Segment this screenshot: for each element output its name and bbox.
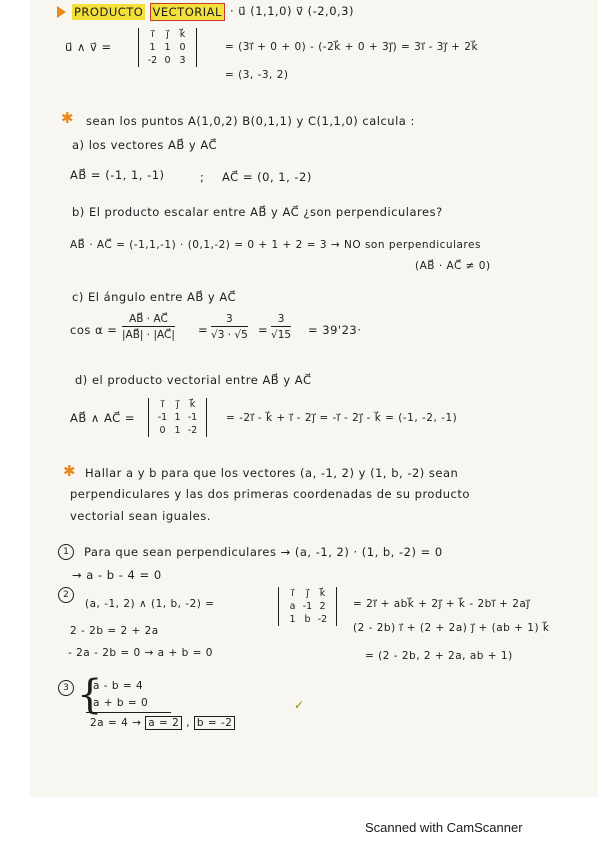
problem1-d-calc: = -2i⃗ - k⃗ + i⃗ - 2j⃗ = -i⃗ - 2j⃗ - k⃗ = (-1, -2, -1)	[226, 412, 458, 424]
problem1-a-label: a) los vectores AB⃗ y AC⃗	[72, 138, 218, 152]
matrix-cell: 0	[159, 425, 166, 436]
matrix-cell: b	[304, 614, 311, 625]
problem1-a-sep: ;	[200, 170, 205, 184]
checkmark-icon: ✓	[294, 698, 305, 712]
step-3-eq2: a + b = 0	[93, 697, 149, 709]
fraction-2-den: √3 · √5	[211, 329, 248, 341]
step-2-lhs: (a, -1, 2) ∧ (1, b, -2) =	[85, 598, 215, 610]
fraction-2	[211, 313, 248, 341]
matrix-row	[145, 28, 190, 41]
step-2-circle: 2	[58, 587, 74, 603]
matrix-cell: 0	[164, 55, 171, 66]
equals-1: =	[198, 323, 209, 337]
matrix-cell: j⃗	[306, 588, 309, 599]
comma-separator: ,	[186, 717, 191, 729]
answer-a: a = 2	[145, 716, 182, 730]
matrix-cell: i⃗	[161, 399, 164, 410]
fraction-1-num: AB⃗ · AC⃗	[122, 313, 175, 327]
matrix-cell: k⃗	[189, 399, 196, 410]
matrix-cell: 3	[179, 55, 186, 66]
fraction-2-num: 3	[211, 313, 248, 327]
matrix-row	[145, 41, 190, 54]
step-1-circle: 1	[58, 544, 74, 560]
fraction-1	[122, 313, 175, 341]
problem1-statement: sean los puntos A(1,0,2) B(0,1,1) y C(1,1,0) calcula :	[86, 114, 415, 128]
system-brace: {	[77, 672, 103, 718]
matrix-cell: -1	[157, 412, 168, 423]
matrix-cell: 1	[149, 42, 156, 53]
problem1-b-calc: AB⃗ · AC⃗ = (-1,1,-1) · (0,1,-2) = 0 + 1 + 2 = 3 → NO son perpendiculares	[70, 239, 481, 251]
problem1-b-label: b) El producto escalar entre AB⃗ y AC⃗ ¿son perpendiculares?	[72, 205, 443, 219]
angle-result: = 39'23·	[308, 323, 362, 337]
answer-b: b = -2	[194, 716, 236, 730]
orange-triangle-icon	[57, 6, 66, 18]
fraction-3	[271, 313, 291, 341]
d-matrix	[148, 398, 207, 437]
title-left: PRODUCTO	[74, 5, 144, 19]
step-1-eq: → a - b - 4 = 0	[72, 568, 162, 582]
matrix-cell: 1	[289, 614, 296, 625]
step-3-res-prefix: 2a = 4 →	[90, 717, 142, 729]
scanner-watermark: Scanned with CamScanner	[365, 820, 523, 835]
step-2-side1: 2 - 2b = 2 + 2a	[70, 625, 159, 637]
problem2-line2: perpendiculares y las dos primeras coordenadas de su producto	[70, 487, 470, 501]
matrix-cell: -1	[187, 412, 198, 423]
example-matrix	[138, 28, 197, 67]
matrix-cell: a	[289, 601, 296, 612]
fraction-3-den: √15	[271, 329, 292, 341]
system-divider	[86, 712, 171, 713]
step-2-matrix	[278, 587, 337, 626]
given-vectors: · u⃗ (1,1,0) v⃗ (-2,0,3)	[230, 4, 354, 18]
problem1-a-ab: AB⃗ = (-1, 1, -1)	[70, 168, 165, 182]
matrix-cell: 1	[174, 425, 181, 436]
problem2-line1: Hallar a y b para que los vectores (a, -1, 2) y (1, b, -2) sean	[85, 466, 459, 480]
problem1-b-note: (AB⃗ · AC⃗ ≠ 0)	[415, 260, 491, 272]
matrix-cell: k⃗	[179, 29, 186, 40]
matrix-row	[285, 613, 330, 626]
step-2-exp3: = (2 - 2b, 2 + 2a, ab + 1)	[365, 650, 513, 662]
matrix-row	[145, 54, 190, 67]
matrix-cell: k⃗	[319, 588, 326, 599]
matrix-cell: 0	[179, 42, 186, 53]
step-3-eq1: a - b = 4	[93, 680, 144, 692]
step-2-side2: - 2a - 2b = 0 → a + b = 0	[68, 647, 213, 659]
matrix-cell: 1	[164, 42, 171, 53]
problem1-d-lhs: AB⃗ ∧ AC⃗ =	[70, 411, 135, 425]
matrix-row	[285, 600, 330, 613]
step-2-exp2: (2 - 2b) i⃗ + (2 + 2a) j⃗ + (ab + 1) k⃗	[353, 622, 550, 634]
bullet-icon: ✱	[61, 109, 74, 127]
problem1-c-label: c) El ángulo entre AB⃗ y AC⃗	[72, 290, 237, 304]
matrix-cell: i⃗	[151, 29, 154, 40]
example-result: = (3, -3, 2)	[225, 69, 289, 81]
page-title	[72, 5, 225, 19]
matrix-row	[155, 398, 200, 411]
example-lhs: u⃗ ∧ v⃗ =	[65, 40, 112, 54]
matrix-cell: j⃗	[166, 29, 169, 40]
example-expansion: = (3i⃗ + 0 + 0) - (-2k⃗ + 0 + 3j⃗) = 3i⃗ - 3j⃗ + 2k⃗	[225, 41, 479, 53]
matrix-cell: i⃗	[291, 588, 294, 599]
title-right: VECTORIAL	[150, 3, 225, 21]
fraction-1-den: |AB⃗| · |AC⃗|	[122, 329, 175, 341]
matrix-cell: -2	[187, 425, 198, 436]
step-3-circle: 3	[58, 680, 74, 696]
step-2-exp1: = 2i⃗ + abk⃗ + 2j⃗ + k⃗ - 2bi⃗ + 2aj⃗	[353, 598, 530, 610]
matrix-cell: 1	[174, 412, 181, 423]
matrix-cell: -1	[302, 601, 313, 612]
problem2-line3: vectorial sean iguales.	[70, 509, 211, 523]
problem1-d-label: d) el producto vectorial entre AB⃗ y AC⃗	[75, 373, 312, 387]
equals-2: =	[258, 323, 269, 337]
problem1-a-ac: AC⃗ = (0, 1, -2)	[222, 170, 312, 184]
fraction-3-num: 3	[271, 313, 291, 327]
bullet-icon: ✱	[63, 462, 76, 480]
problem1-c-lhs: cos α =	[70, 323, 118, 337]
matrix-row	[155, 411, 200, 424]
matrix-cell: j⃗	[176, 399, 179, 410]
matrix-cell: -2	[147, 55, 158, 66]
matrix-row	[285, 587, 330, 600]
step-1-text: Para que sean perpendiculares → (a, -1, 2) · (1, b, -2) = 0	[84, 545, 443, 559]
matrix-cell: -2	[317, 614, 328, 625]
scanned-page	[30, 0, 598, 797]
matrix-cell: 2	[319, 601, 326, 612]
step-3-result	[90, 716, 235, 730]
matrix-row	[155, 424, 200, 437]
